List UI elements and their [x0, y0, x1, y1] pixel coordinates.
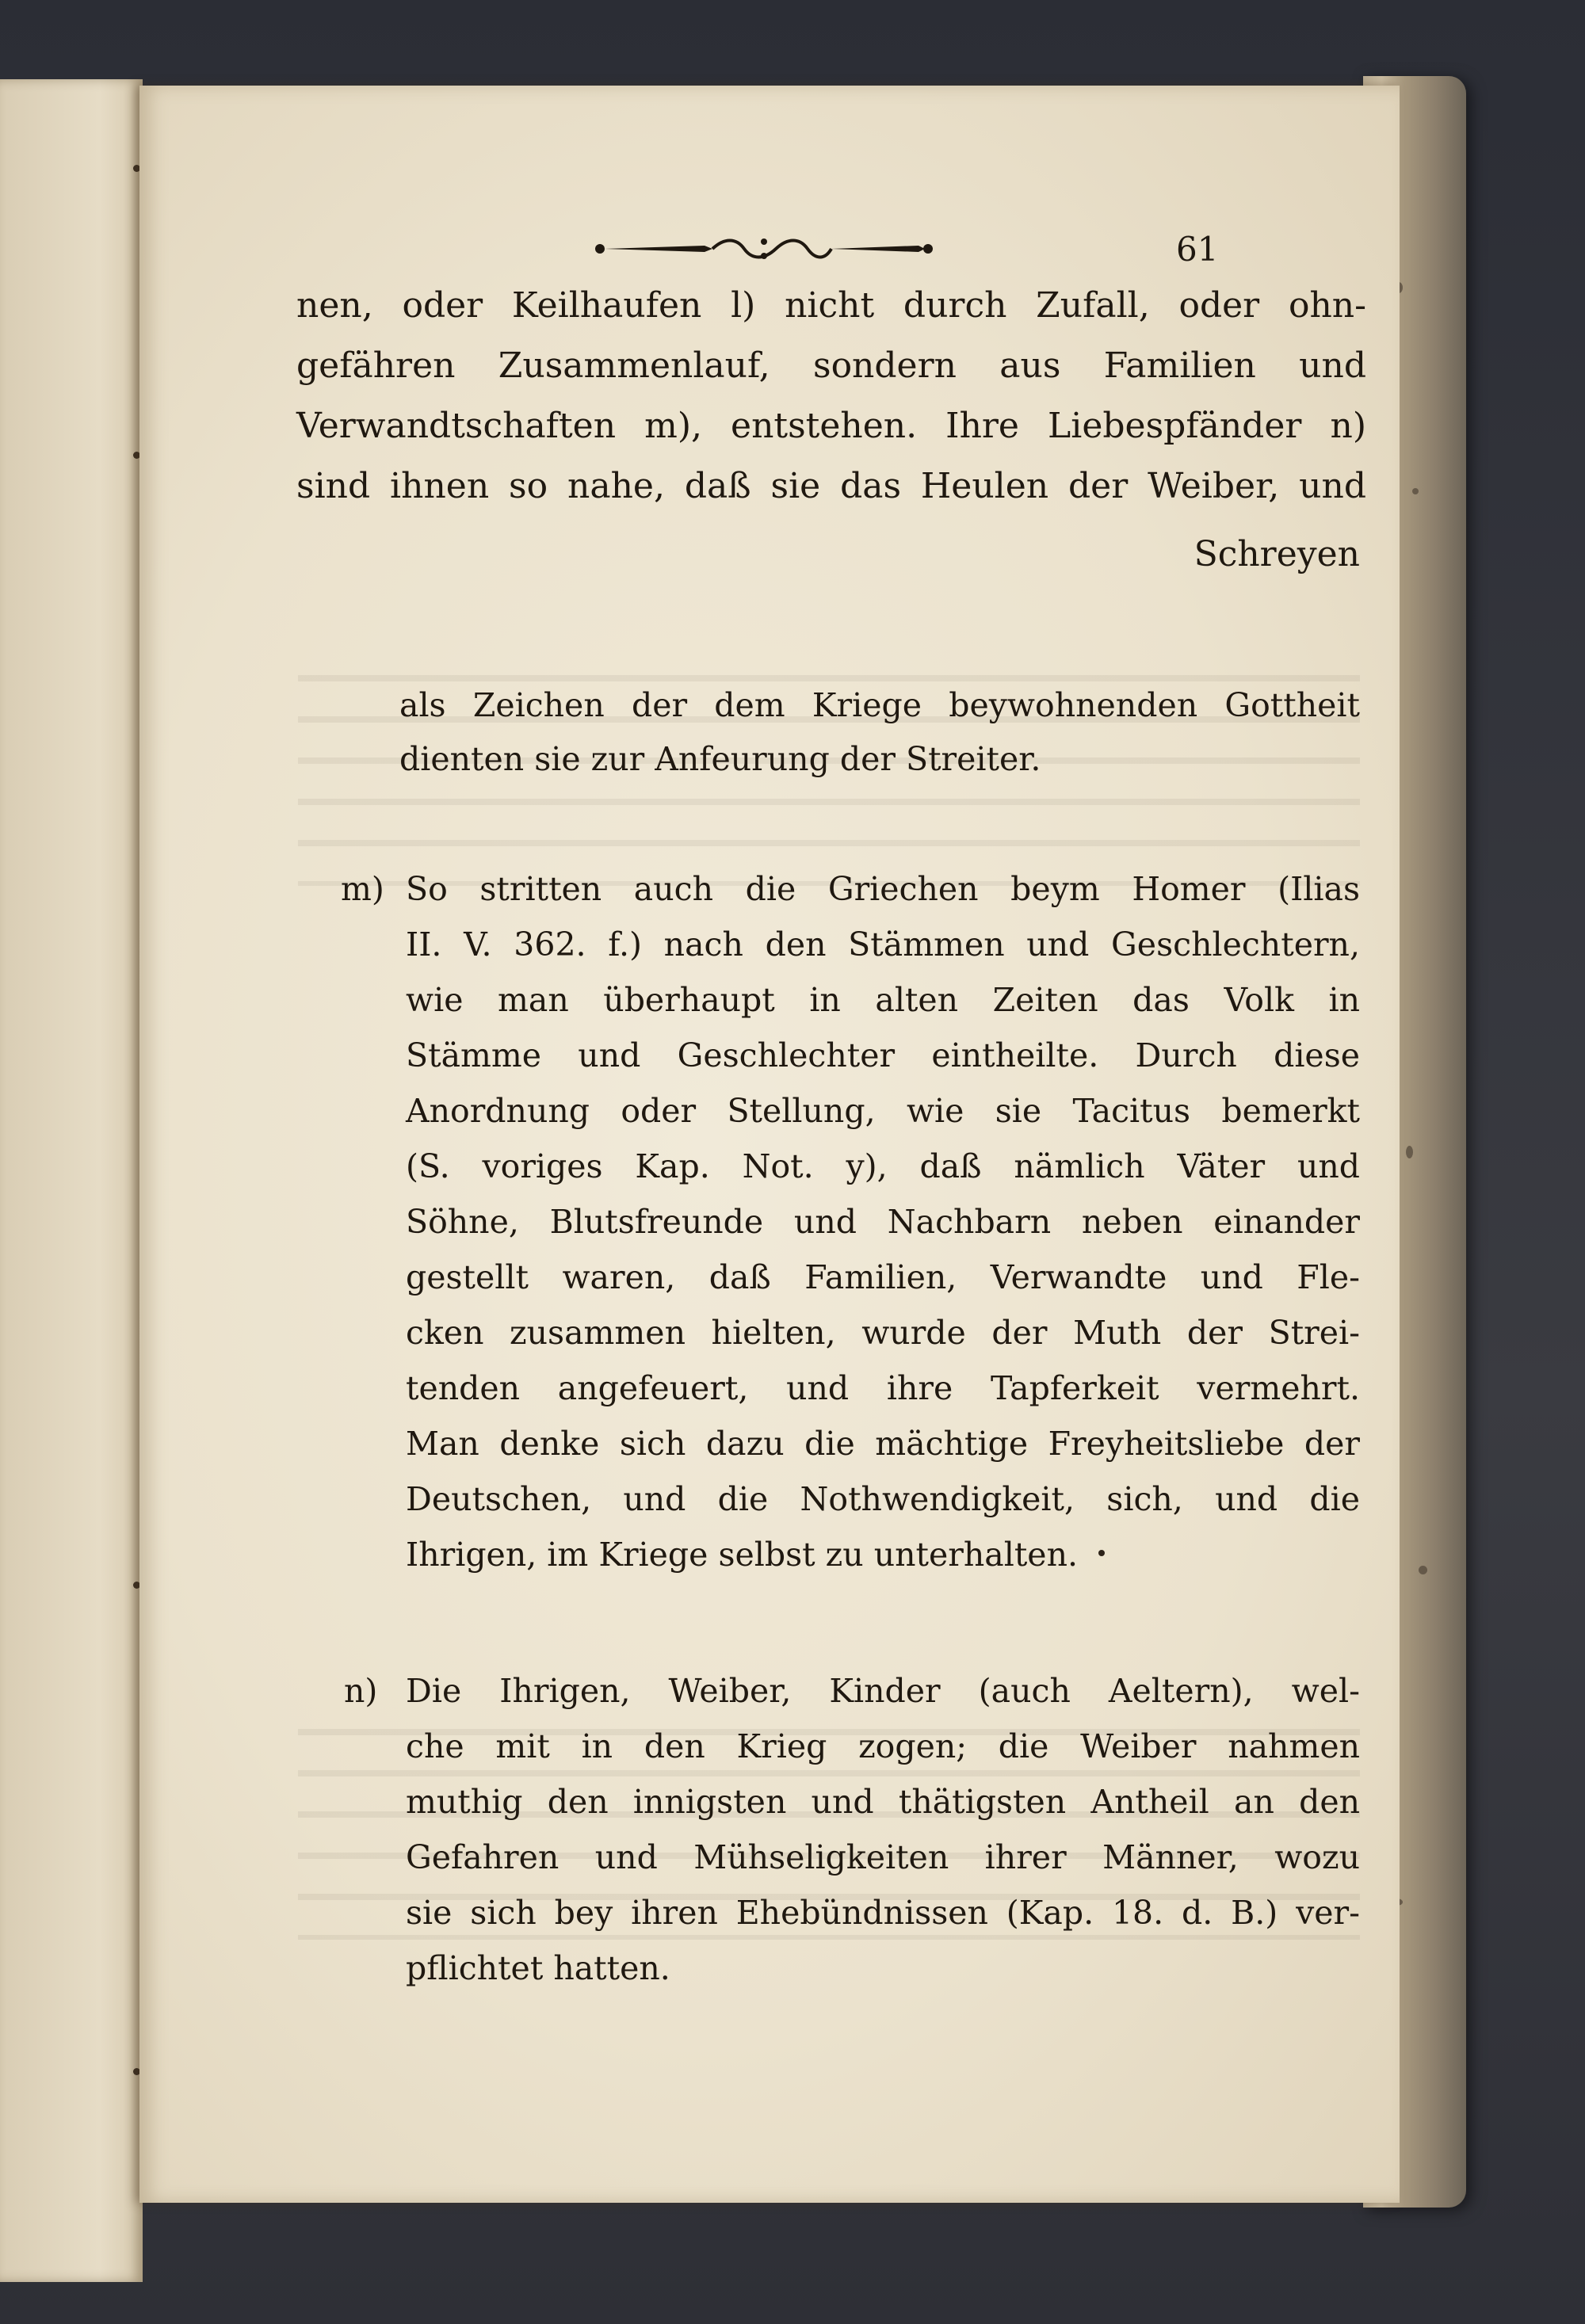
footnote-line: als Zeichen der dem Kriege beywohnenden Gottheit [399, 686, 1360, 724]
page-number: 61 [1176, 230, 1219, 269]
footnote-line: Söhne, Blutsfreunde und Nachbarn neben einander [406, 1203, 1360, 1241]
footnote-line: Ihrigen, im Kriege selbst zu unterhalten. [406, 1536, 1079, 1574]
catchword: Schreyen [1194, 534, 1360, 574]
footnote-line: Die Ihrigen, Weiber, Kinder (auch Aeltern), wel- [406, 1672, 1360, 1710]
footnote-line: Man denke sich dazu die mächtige Freyheitsliebe der [406, 1425, 1360, 1463]
footnote-line: sie sich bey ihren Ehebündnissen (Kap. 18. d. B.) ver- [406, 1894, 1360, 1932]
text-line: nen, oder Keilhaufen l) nicht durch Zufall, oder ohn- [296, 285, 1366, 326]
foxing-spot [1419, 1566, 1427, 1574]
footnote-line: muthig den innigsten und thätigsten Antheil an den [406, 1783, 1360, 1821]
footnote-line: II. V. 362. f.) nach den Stämmen und Geschlechtern, [406, 925, 1360, 964]
footnote-line: Stämme und Geschlechter eintheilte. Durch diese [406, 1036, 1360, 1074]
book-page [139, 86, 1400, 2203]
footnote-line: Deutschen, und die Nothwendigkeit, sich, und die [406, 1480, 1360, 1518]
previous-page-edge [0, 79, 143, 2282]
footnote-line: Gefahren und Mühseligkeiten ihrer Männer, wozu [406, 1838, 1360, 1876]
footnote-line: pflichtet hatten. [406, 1949, 670, 1987]
footnote-line: wie man überhaupt in alten Zeiten das Volk in [406, 981, 1360, 1019]
text-line: Verwandtschaften m), entstehen. Ihre Liebespfänder n) [296, 406, 1366, 446]
text-line: sind ihnen so nahe, daß sie das Heulen der Weiber, und [296, 466, 1366, 506]
footnote-line: dienten sie zur Anfeurung der Streiter. [399, 740, 1041, 778]
footnote-line: Anordnung oder Stellung, wie sie Tacitus bemerkt [406, 1092, 1360, 1130]
ornamental-rule-icon [594, 235, 934, 263]
footnote-line: cken zusammen hielten, wurde der Muth der Strei- [406, 1314, 1360, 1352]
footnote-label: n) [344, 1672, 378, 1710]
footnote-line: (S. voriges Kap. Not. y), daß nämlich Väter und [406, 1147, 1360, 1185]
text-line: gefähren Zusammenlauf, sondern aus Familien und [296, 345, 1366, 386]
foxing-spot [1412, 488, 1419, 494]
foxing-spot [1406, 1146, 1413, 1158]
footnote-line: tenden angefeuert, und ihre Tapferkeit vermehrt. [406, 1369, 1360, 1407]
footnote-line: che mit in den Krieg zogen; die Weiber nahmen [406, 1727, 1360, 1765]
ink-dot [1098, 1550, 1105, 1556]
footnote-line: gestellt waren, daß Familien, Verwandte und Fle- [406, 1258, 1360, 1296]
footnote-line: So stritten auch die Griechen beym Homer (Ilias [406, 870, 1360, 908]
footnote-label: m) [341, 870, 384, 908]
